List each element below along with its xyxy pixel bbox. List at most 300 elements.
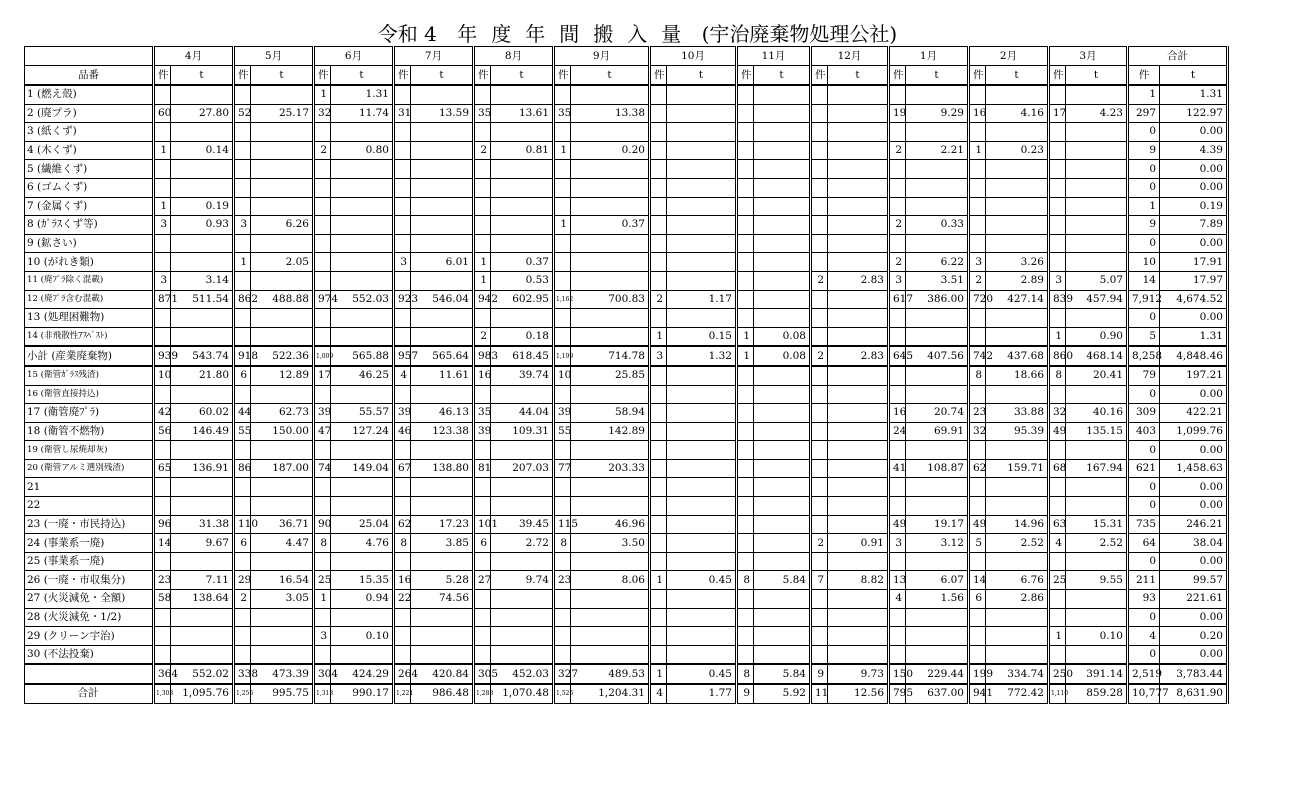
ton-cell [986,552,1049,571]
ton-cell [331,234,394,253]
count-cell [554,234,571,253]
ton-cell [667,271,737,290]
ton-cell [667,404,737,423]
ton-cell: 2.72 [491,534,554,553]
ton-cell [667,385,737,404]
ton-cell [754,178,811,197]
ton-cell [411,197,474,216]
ton-cell [1066,85,1128,104]
row-label: 1 (燃え殻) [25,85,154,104]
count-cell: 923 [394,290,411,309]
count-cell: 4 [1049,534,1066,553]
count-cell: 3 [969,253,986,272]
ton-cell: 149.04 [331,459,394,478]
ton-cell: 2.52 [1066,534,1128,553]
ton-cell [667,608,737,627]
count-cell [737,271,754,290]
ton-cell [171,441,234,460]
ton-cell [491,645,554,664]
ton-cell [906,627,969,646]
ton-cell: 159.71 [986,459,1049,478]
count-cell [1049,141,1066,160]
count-cell [811,552,828,571]
ton-cell: 2.83 [828,271,889,290]
ton-cell [491,216,554,235]
ton-cell [906,85,969,104]
count-cell: 2 [889,253,906,272]
count-cell [650,178,667,197]
ton-cell: 20.74 [906,404,969,423]
table-row [25,123,1228,142]
count-cell [554,627,571,646]
count-cell [394,441,411,460]
table-row [25,253,1228,272]
count-cell [474,608,491,627]
count-cell [394,608,411,627]
count-cell: 49 [969,515,986,534]
count-header: 件 [154,66,171,86]
count-cell [889,123,906,142]
ton-cell: 4.39 [1160,141,1228,160]
count-cell: 39 [314,404,331,423]
ton-cell: 0.53 [491,271,554,290]
ton-cell: 122.97 [1160,104,1228,123]
ton-cell: 55.57 [331,404,394,423]
ton-cell: 0.33 [906,216,969,235]
ton-cell [986,478,1049,497]
count-cell: 0 [1128,608,1160,627]
count-cell: 839 [1049,290,1066,309]
count-cell [234,441,251,460]
table-row [25,627,1228,646]
count-cell [969,441,986,460]
count-cell: 0 [1128,123,1160,142]
count-cell [650,404,667,423]
ton-cell: 146.49 [171,422,234,441]
ton-cell [754,309,811,328]
ton-cell [331,178,394,197]
ton-cell [411,271,474,290]
month-header: 12月 [811,47,889,66]
ton-cell [667,552,737,571]
count-cell [650,271,667,290]
ton-cell [171,85,234,104]
table-row [25,178,1228,197]
count-cell: 4 [889,590,906,609]
ton-cell [491,197,554,216]
ton-cell: 9.29 [906,104,969,123]
count-cell: 3 [650,346,667,366]
count-cell [554,590,571,609]
count-cell: 6 [234,366,251,385]
count-cell: 3 [1049,271,1066,290]
count-cell: 1 [1128,197,1160,216]
ton-cell [906,478,969,497]
ton-cell: 127.24 [331,422,394,441]
count-cell: 11 [811,684,828,703]
count-cell [650,385,667,404]
count-header: 件 [969,66,986,86]
count-cell [154,385,171,404]
ton-cell [828,309,889,328]
ton-cell: 25.17 [251,104,314,123]
count-cell: 10 [1128,253,1160,272]
table-row [25,459,1228,478]
ton-cell: 7.11 [171,571,234,590]
ton-header: t [754,66,811,86]
row-label: 2 (廃プラ) [25,104,154,123]
ton-cell [251,327,314,346]
ton-cell [828,497,889,516]
ton-cell: 4.76 [331,534,394,553]
ton-header: t [1160,66,1228,86]
row-label: 22 [25,497,154,516]
count-cell [737,216,754,235]
count-cell [737,253,754,272]
unit-header-row [25,66,1228,86]
count-cell: 8 [737,571,754,590]
row-label: 29 (クリーン宇治) [25,627,154,646]
count-cell: 2 [811,534,828,553]
ton-cell: 46.13 [411,404,474,423]
ton-cell: 488.88 [251,290,314,309]
count-cell [650,253,667,272]
ton-cell [491,627,554,646]
count-cell [889,645,906,664]
ton-cell [491,123,554,142]
ton-cell [754,290,811,309]
ton-cell: 17.23 [411,515,474,534]
count-cell [554,478,571,497]
ton-cell [828,85,889,104]
count-cell: 2 [969,271,986,290]
ton-cell [411,327,474,346]
ton-cell [906,234,969,253]
ton-cell [1066,645,1128,664]
row-label: 4 (木くず) [25,141,154,160]
count-cell [650,216,667,235]
ton-cell: 0.81 [491,141,554,160]
count-cell [394,123,411,142]
ton-cell: 1,458.63 [1160,459,1228,478]
ton-cell: 473.39 [251,664,314,684]
ton-cell [491,309,554,328]
ton-cell: 187.00 [251,459,314,478]
count-cell: 7,912 [1128,290,1160,309]
ton-cell: 135.15 [1066,422,1128,441]
ton-cell [754,478,811,497]
ton-cell: 427.14 [986,290,1049,309]
ton-cell [1066,197,1128,216]
count-cell: 8 [394,534,411,553]
count-cell: 65 [154,459,171,478]
ton-cell: 565.64 [411,346,474,366]
count-cell [737,178,754,197]
ton-cell: 16.54 [251,571,314,590]
count-cell: 25 [1049,571,1066,590]
ton-cell [331,552,394,571]
count-cell: 4 [1128,627,1160,646]
ton-cell [667,85,737,104]
count-cell: 0 [1128,478,1160,497]
count-cell: 0 [1128,497,1160,516]
ton-cell: 17.91 [1160,253,1228,272]
ton-cell [331,478,394,497]
header-blank [25,47,154,66]
count-cell [811,309,828,328]
ton-cell [828,290,889,309]
count-cell [394,552,411,571]
count-cell: 942 [474,290,491,309]
ton-cell: 0.00 [1160,441,1228,460]
count-cell: 9 [1128,216,1160,235]
ton-cell [571,271,650,290]
table-row [25,160,1228,179]
count-cell [737,534,754,553]
count-cell: 62 [969,459,986,478]
ton-cell [171,327,234,346]
ton-cell [411,627,474,646]
ton-cell [411,309,474,328]
ton-cell [491,608,554,627]
ton-cell: 136.91 [171,459,234,478]
subtotal-row [25,346,1228,366]
count-cell [394,327,411,346]
ton-cell [828,327,889,346]
ton-cell [331,309,394,328]
count-cell: 1,162 [554,290,571,309]
row-label: 合計 [25,684,154,703]
count-cell [811,627,828,646]
count-cell: 5 [1128,327,1160,346]
ton-cell: 123.38 [411,422,474,441]
ton-cell [411,497,474,516]
ton-cell: 334.74 [986,664,1049,684]
row-label: 15 (衛管ｶﾞﾗｽ残渣) [25,366,154,385]
ton-cell [571,552,650,571]
count-cell [969,197,986,216]
count-cell [154,160,171,179]
count-cell: 8 [737,664,754,684]
count-cell [889,497,906,516]
count-cell: 1 [650,571,667,590]
ton-cell [667,197,737,216]
count-cell [811,253,828,272]
count-cell [394,645,411,664]
ton-cell [331,608,394,627]
count-cell [154,441,171,460]
count-cell: 68 [1049,459,1066,478]
ton-cell [491,590,554,609]
count-cell [394,271,411,290]
count-cell: 1 [474,271,491,290]
count-cell [969,608,986,627]
ton-cell: 5.28 [411,571,474,590]
count-cell [394,160,411,179]
count-cell: 364 [154,664,171,684]
count-cell [650,123,667,142]
ton-cell [171,608,234,627]
count-cell [474,123,491,142]
ton-cell: 8,631.90 [1160,684,1228,703]
ton-cell: 6.76 [986,571,1049,590]
count-cell: 1,526 [554,684,571,703]
ton-cell: 7.89 [1160,216,1228,235]
ton-cell: 12.89 [251,366,314,385]
count-cell [314,608,331,627]
count-cell: 56 [154,422,171,441]
count-cell [811,290,828,309]
count-cell [554,645,571,664]
row-label: 24 (事業系一廃) [25,534,154,553]
ton-cell: 11.61 [411,366,474,385]
ton-cell: 420.84 [411,664,474,684]
row-label: 30 (不法投棄) [25,645,154,664]
count-cell [969,552,986,571]
ton-cell [1066,216,1128,235]
count-cell: 1 [650,664,667,684]
count-cell [394,197,411,216]
count-cell: 1 [314,85,331,104]
ton-cell [754,645,811,664]
count-cell [737,104,754,123]
count-cell: 64 [1128,534,1160,553]
count-cell [969,160,986,179]
count-cell: 8 [969,366,986,385]
count-cell [811,497,828,516]
ton-cell [491,497,554,516]
ton-cell [251,123,314,142]
ton-cell [251,178,314,197]
count-cell: 199 [969,664,986,684]
page-title [0,22,1275,46]
count-cell: 2 [811,271,828,290]
count-cell: 6 [234,534,251,553]
ton-cell [171,552,234,571]
ton-cell: 772.42 [986,684,1049,703]
ton-cell [754,385,811,404]
count-cell: 10 [554,366,571,385]
count-cell [737,123,754,142]
count-cell [234,478,251,497]
ton-cell [251,85,314,104]
table-row [25,684,1228,703]
ton-cell [754,441,811,460]
ton-cell: 13.61 [491,104,554,123]
ton-cell [1066,160,1128,179]
count-cell: 86 [234,459,251,478]
count-cell [474,441,491,460]
row-label: 10 (がれき類) [25,253,154,272]
row-label: 6 (ゴムくず) [25,178,154,197]
count-cell [737,366,754,385]
ton-cell: 4.47 [251,534,314,553]
count-cell: 250 [1049,664,1066,684]
count-cell: 1,221 [394,684,411,703]
count-cell [554,608,571,627]
count-cell: 1,256 [234,684,251,703]
count-cell [737,197,754,216]
count-cell [650,552,667,571]
count-cell: 957 [394,346,411,366]
ton-cell: 99.57 [1160,571,1228,590]
ton-cell: 6.26 [251,216,314,235]
ton-cell: 0.94 [331,590,394,609]
ton-cell: 6.07 [906,571,969,590]
count-cell [811,441,828,460]
count-cell: 3 [314,627,331,646]
ton-cell [331,197,394,216]
title-era: 令和 [377,22,418,46]
count-cell: 10,777 [1128,684,1160,703]
count-cell: 35 [554,104,571,123]
ton-cell: 700.83 [571,290,650,309]
count-cell: 35 [474,104,491,123]
ton-cell: 15.31 [1066,515,1128,534]
row-label: 27 (火災減免・全額) [25,590,154,609]
ton-cell [1066,123,1128,142]
table-row [25,104,1228,123]
count-cell: 795 [889,684,906,703]
ton-cell: 142.89 [571,422,650,441]
ton-cell: 522.36 [251,346,314,366]
table-row [25,515,1228,534]
count-cell: 941 [969,684,986,703]
count-cell: 9 [811,664,828,684]
ton-cell [754,404,811,423]
count-cell [811,104,828,123]
ton-cell [171,497,234,516]
ton-cell [986,497,1049,516]
row-label: 20 (衛管アルミ選別残渣) [25,459,154,478]
count-cell [969,478,986,497]
count-cell: 1,288 [474,684,491,703]
count-cell [474,160,491,179]
count-cell [811,478,828,497]
ton-header: t [411,66,474,86]
ton-cell: 36.71 [251,515,314,534]
count-cell [474,197,491,216]
ton-cell [251,497,314,516]
count-cell [474,645,491,664]
ton-cell: 25.85 [571,366,650,385]
count-cell: 10 [154,366,171,385]
ton-cell: 138.64 [171,590,234,609]
count-cell [737,385,754,404]
ton-cell [171,385,234,404]
count-cell [234,645,251,664]
count-header: 件 [234,66,251,86]
count-cell: 39 [394,404,411,423]
count-cell [234,178,251,197]
count-cell: 67 [394,459,411,478]
ton-cell: 3,783.44 [1160,664,1228,684]
count-cell: 90 [314,515,331,534]
count-cell [889,197,906,216]
count-cell: 0 [1128,645,1160,664]
ton-cell: 552.03 [331,290,394,309]
count-cell [1049,160,1066,179]
count-cell [969,85,986,104]
ton-cell: 108.87 [906,459,969,478]
month-header: 2月 [969,47,1049,66]
ton-cell [491,552,554,571]
count-cell [474,497,491,516]
count-cell: 31 [394,104,411,123]
ton-cell [828,123,889,142]
ton-cell [667,441,737,460]
ton-cell: 1,095.76 [171,684,234,703]
